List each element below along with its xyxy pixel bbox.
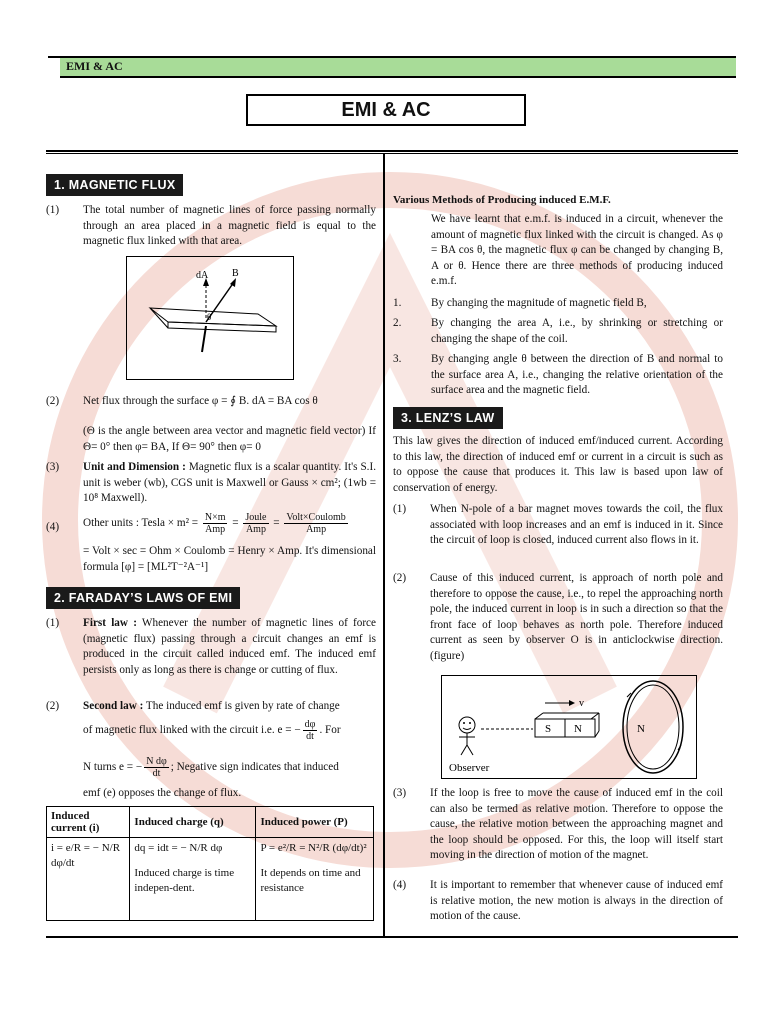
page-title: EMI & AC [246, 94, 526, 126]
content-top-rule-2 [46, 153, 738, 154]
figure-label-N: N [574, 723, 582, 735]
unit-dimension: Unit and Dimension : Magnetic flux is a scalar quantity. It's S.I. unit is weber (wb), CGS unit is Maxwell or Gauss × cm²; (1wb = 10⁸ Maxwell). [83, 461, 377, 505]
method-number: 3. [393, 353, 402, 365]
item-number: (4) [393, 879, 407, 891]
figure-label-coil-N: N [637, 723, 645, 735]
charge-cell: dq = idt = − N/R dφ Induced charge is time indepen-dent. [130, 838, 256, 921]
lenz-point-3: If the loop is free to move the cause of induced emf in the coil can also be termed as relative motion. Therefore to oppose the cause, the relative motion between the approaching magnet and the loop should be opposed. For this, the loop will itself start moving in the direction of motion of the magnet. [430, 787, 723, 862]
method-number: 2. [393, 317, 402, 329]
content-top-rule [46, 150, 738, 152]
lenz-point-2: Cause of this induced current, is approach of north pole and therefore to oppose the cause, i.e., to repel the approaching north pole, the induced current in loop is in such a direction so that the front face of loop behaves as north pole. Therefore induced current as seen by observer O is in anticlockwise direction. (figure) [430, 572, 723, 662]
table-header-current: Induced current (i) [47, 807, 130, 838]
lenz-point-1: When N-pole of a bar magnet moves towards the coil, the flux associated with loop increases and an emf is induced in it. Since the circuit of loop is closed, induced current also flows in it. [430, 503, 723, 547]
lenz-intro: This law gives the direction of induced emf/induced current. According to this law, the direction of induced emf or current in a circuit is such as to oppose the cause that produces it. This law is based upon law of conservation of energy. [393, 435, 723, 494]
second-law: Second law : The induced emf is given by rate of change [83, 700, 340, 712]
n-turns-formula: N turns e = − $\frac{\text{N dφ}}{dt}$ ; Negative sign indicates that induced [83, 756, 339, 779]
methods-intro: We have learnt that e.m.f. is induced in a circuit, whenever the amount of magnetic flux linked with the circuit is changed. As φ = BA cos θ, the magnetic flux φ can be changed by changing B, A or θ. Hence there are three methods of producing induced e.m.f. [431, 213, 723, 288]
item-number: (1) [46, 617, 60, 629]
charge-note: Induced charge is time indepen-dent. [134, 867, 235, 894]
chapter-bar [60, 58, 736, 78]
induced-quantities-table [46, 806, 374, 921]
figure-label-observer: Observer [449, 762, 490, 774]
content-bottom-rule [46, 936, 738, 938]
flux-definition: The total number of magnetic lines of force passing normally through an area placed in a magnetic field is equal to the magnetic flux linked with that area. [83, 204, 376, 248]
table-header-charge: Induced charge (q) [130, 807, 256, 838]
power-note: It depends on time and resistance [260, 867, 361, 894]
column-divider [383, 154, 385, 938]
flux-integral: ∮ B. dA = BA cos θ [230, 395, 318, 407]
method-1: By changing the magnitude of magnetic field B, [431, 297, 647, 309]
figure-label-theta: θ [207, 312, 212, 322]
section-heading-faraday: 2. FARADAY’S LAWS OF EMI [46, 587, 240, 609]
table-header-power: Induced power (P) [256, 807, 374, 838]
flux-surface-figure [126, 256, 294, 380]
method-2: By changing the area A, i.e., by shrinking or stretching or changing the shape of the coil. [431, 317, 723, 345]
dimensional-formula: = Volt × sec = Ohm × Coulomb = Henry × Amp. It's dimensional formula [φ] = [ML²T⁻²A⁻¹] [83, 545, 376, 573]
item-number: (1) [393, 503, 407, 515]
emf-opposes-note: emf (e) opposes the change of flux. [83, 787, 242, 799]
method-3: By changing angle θ between the direction of B and normal to the surface area A, i.e., changing the relative orientation of the surface area and the magnetic field. [431, 353, 723, 397]
angle-note: (Θ is the angle between area vector and magnetic field vector) If Θ= 0° then φ= BA, If Θ= 90° then φ= 0 [83, 425, 376, 453]
other-units-formula: Other units : Tesla × m² = $\frac{N\times m}{\text{Amp}}$ = $\frac{\text{Joule}}{\text{Amp}}$ = $\frac{\text{Volt×Coulomb}}{\text{Amp}}$ [83, 512, 346, 535]
figure-label-B: B [232, 268, 239, 279]
figure-label-v: v [579, 698, 584, 709]
item-number: (4) [46, 521, 60, 533]
chapter-tag: EMI & AC [66, 59, 123, 73]
item-number: (2) [46, 700, 60, 712]
figure-label-S: S [545, 723, 552, 735]
item-number: (2) [46, 395, 60, 407]
item-number: (3) [393, 787, 407, 799]
item-number: (1) [46, 204, 60, 216]
section-heading-magnetic-flux: 1. MAGNETIC FLUX [46, 174, 183, 196]
lenz-figure [441, 675, 697, 779]
first-law: First law : Whenever the number of magnetic lines of force (magnetic flux) passing through a circuit changes an emf is produced in the circuit called induced emf. The induced emf persists only as long as there is change or cutting of flux. [83, 617, 376, 676]
net-flux-formula: Net flux through the surface φ = ∮ B. dA = BA cos θ [83, 395, 318, 407]
item-number: (2) [393, 572, 407, 584]
figure-label-dA: dA [196, 270, 209, 281]
power-cell: P = e²/R = N²/R (dφ/dt)² It depends on time and resistance [256, 838, 374, 921]
item-number: (3) [46, 461, 60, 473]
method-number: 1. [393, 297, 402, 309]
second-law-formula: of magnetic flux linked with the circuit i.e. e = − $\frac{d\varphi}{dt}$ . For [83, 719, 341, 742]
lenz-point-4: It is important to remember that whenever cause of induced emf is relative motion, the new motion is always in the direction of motion of the cause. [430, 879, 723, 923]
section-heading-lenz: 3. LENZ’S LAW [393, 407, 503, 429]
methods-heading: Various Methods of Producing induced E.M.F. [393, 194, 611, 206]
current-formula-cell: i = e/R = − N/R dφ/dt [47, 838, 130, 921]
